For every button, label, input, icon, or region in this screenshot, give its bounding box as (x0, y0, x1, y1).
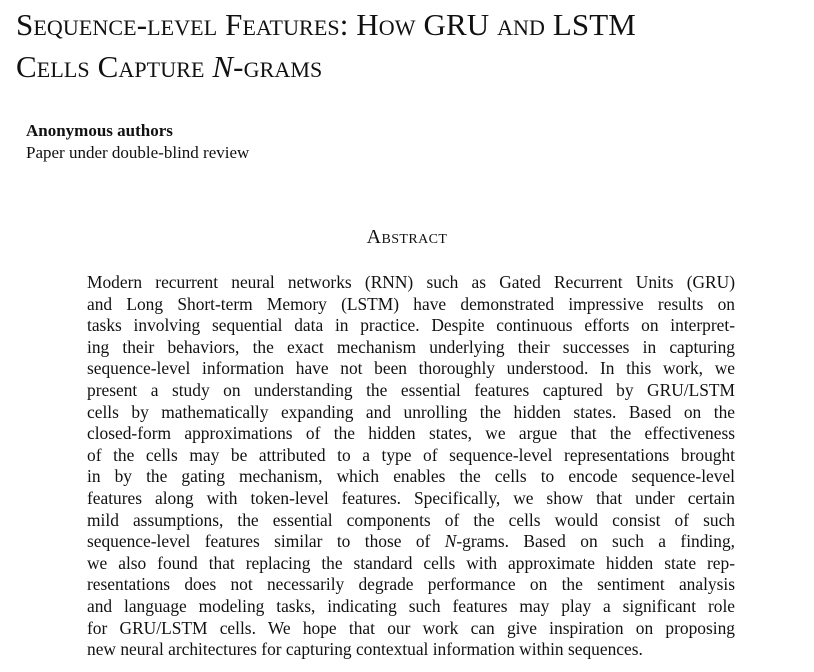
abstract-last-line: new neural architectures for capturing contextual information within sequences. (87, 639, 643, 660)
paper-title-line-2 (16, 46, 808, 88)
abstract-line: we also found that replacing the standard cells with approximate hidden state rep- (87, 552, 735, 573)
abstract-math-n: N (444, 531, 457, 552)
abstract-line: resentations does not necessarily degrade performance on the sentiment analysis (87, 574, 735, 595)
abstract-line: Modern recurrent neural networks (RNN) such as Gated Recurrent Units (GRU) (87, 272, 735, 292)
paper-title-line-1: Sequence-level Features: How GRU and LSTM (16, 7, 636, 42)
abstract-line: of the cells may be attributed to a type of sequence-level representations brought (87, 444, 735, 465)
author-block (26, 120, 249, 164)
author-names: Anonymous authors (26, 121, 173, 140)
abstract-line: and language modeling tasks, indicating such features may play a significant role (87, 595, 735, 616)
abstract-line: closed-form approximations of the hidden states, we argue that the effectiveness (87, 423, 735, 444)
abstract-line-with-math (87, 531, 735, 553)
abstract-line: in by the gating mechanism, which enables the cells to encode sequence-level (87, 466, 735, 487)
abstract-line: and Long Short-term Memory (LSTM) have demonstrated impressive results on (87, 293, 735, 314)
paper-title-line-2-suffix: -grams (233, 49, 323, 84)
author-affiliation: Paper under double-blind review (26, 143, 250, 162)
abstract-line-13-suffix: -grams. Based on such a finding, (456, 531, 735, 552)
abstract-line: mild assumptions, the essential components of the cells would consist of such (87, 509, 735, 530)
abstract-line-13-text: sequence-level features similar to those of (87, 531, 445, 552)
abstract-line: present a study on understanding the essential features captured by GRU/LSTM (87, 379, 735, 400)
abstract-line: ing their behaviors, the exact mechanism underlying their successes in capturing (87, 336, 735, 357)
abstract-line: tasks involving sequential data in practice. Despite continuous efforts on interpret- (87, 315, 735, 336)
abstract-line: cells by mathematically expanding and unrolling the hidden states. Based on the (87, 401, 735, 422)
paper-title-math-n: N (212, 49, 234, 84)
abstract-heading: Abstract (366, 226, 448, 248)
abstract-line: sequence-level information have not been thoroughly understood. In this work, we (87, 358, 735, 379)
abstract-line: for GRU/LSTM cells. We hope that our work can give inspiration on proposing (87, 617, 735, 638)
abstract-line: features along with token-level features. Specifically, we show that under certain (87, 487, 735, 508)
paper-title (16, 4, 808, 88)
paper-title-line-2-text: Cells Capture (16, 49, 213, 84)
abstract-body (87, 272, 735, 661)
